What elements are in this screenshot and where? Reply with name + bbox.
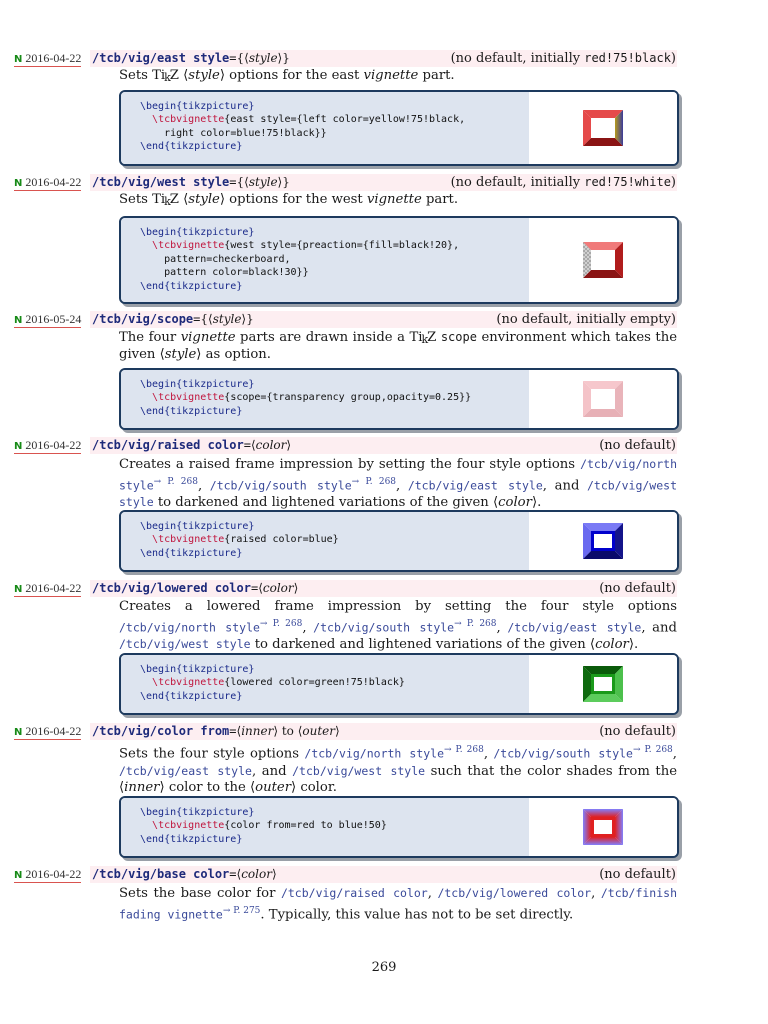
link-north-style[interactable]: /tcb/vig/north style	[304, 746, 445, 761]
link-south-style[interactable]: /tcb/vig/south style	[209, 477, 352, 492]
link-west-style[interactable]: /tcb/vig/west style	[119, 637, 251, 652]
new-badge: N 2016-04-22	[14, 175, 82, 189]
key-name: /tcb/vig/east style={⟨style⟩}	[92, 51, 290, 65]
example-box	[119, 90, 679, 166]
link-south-style[interactable]: /tcb/vig/south style	[313, 619, 455, 634]
key-name: /tcb/vig/base color=⟨color⟩	[92, 867, 277, 881]
code-listing: \begin{tikzpicture} \tcbvignette{east style={left color=yellow!75!black, right color=blue!75!black}} \end{tikzpicture}	[121, 92, 529, 164]
link-raised-color[interactable]: /tcb/vig/raised color	[280, 886, 428, 900]
vignette-lowered-preview	[583, 666, 623, 702]
link-finish-fading-vignette[interactable]: /tcb/finish fading vignette	[119, 886, 678, 921]
link-west-style[interactable]: /tcb/vig/west style	[119, 477, 677, 510]
code-listing: \begin{tikzpicture} \tcbvignette{raised color=blue} \end{tikzpicture}	[121, 512, 529, 570]
example-box	[119, 510, 679, 572]
vignette-scope-preview	[583, 381, 623, 417]
vignette-preview	[529, 655, 677, 713]
vignette-east-preview	[583, 110, 623, 146]
default-value: (no default)	[599, 724, 676, 739]
vignette-preview	[529, 370, 677, 428]
description: The four vignette parts are drawn inside a TikZ scope environment which takes the given ⟨style⟩ as option.	[119, 330, 677, 362]
vignette-preview	[529, 512, 677, 570]
new-badge: N 2016-04-22	[14, 867, 82, 881]
code-listing: \begin{tikzpicture} \tcbvignette{color from=red to blue!50} \end{tikzpicture}	[121, 798, 529, 856]
page-number: 269	[371, 960, 397, 975]
vignette-west-preview	[583, 242, 623, 278]
key-name: /tcb/vig/color from=⟨inner⟩ to ⟨outer⟩	[92, 724, 340, 738]
description: Sets TikZ ⟨style⟩ options for the east vignette part.	[119, 68, 455, 84]
link-east-style[interactable]: /tcb/vig/east style	[407, 477, 543, 492]
example-box	[119, 653, 679, 715]
code-listing: \begin{tikzpicture} \tcbvignette{lowered color=green!75!black} \end{tikzpicture}	[121, 655, 529, 713]
key-name: /tcb/vig/lowered color=⟨color⟩	[92, 581, 299, 595]
default-value: (no default)	[599, 438, 676, 453]
new-badge: N 2016-04-22	[14, 51, 82, 65]
new-badge: N 2016-04-22	[14, 581, 82, 595]
code-listing: \begin{tikzpicture} \tcbvignette{scope={transparency group,opacity=0.25}} \end{tikzpicture}	[121, 370, 529, 428]
key-name: /tcb/vig/west style={⟨style⟩}	[92, 175, 290, 189]
description: Creates a lowered frame impression by setting the four style options /tcb/vig/north style$^{\to P. 268}$, /tcb/vig/south style$^{\to P. 268}$, /tcb/vig/east style, and /tcb/vig/west style to darkened and lightened variations of the given ⟨color⟩.	[119, 599, 677, 653]
example-box	[119, 216, 679, 304]
link-lowered-color[interactable]: /tcb/vig/lowered color	[437, 886, 592, 900]
new-badge: N 2016-04-22	[14, 724, 82, 738]
link-north-style[interactable]: /tcb/vig/north style	[119, 457, 677, 492]
default-value: (no default, initially empty)	[496, 312, 676, 327]
key-name: /tcb/vig/raised color=⟨color⟩	[92, 438, 292, 452]
vignette-preview	[529, 798, 677, 856]
code-listing: \begin{tikzpicture} \tcbvignette{west style={preaction={fill=black!20}, pattern=checkerboard, pattern color=black!30}} \end{tikzpicture}	[121, 218, 529, 302]
link-east-style[interactable]: /tcb/vig/east style	[119, 763, 252, 778]
vignette-raised-preview	[583, 523, 623, 559]
link-south-style[interactable]: /tcb/vig/south style	[493, 746, 633, 761]
default-value: (no default)	[599, 581, 676, 596]
default-value: (no default, initially red!75!white)	[450, 175, 676, 190]
link-north-style[interactable]: /tcb/vig/north style	[119, 619, 260, 634]
link-east-style[interactable]: /tcb/vig/east style	[507, 619, 642, 634]
example-box	[119, 796, 679, 858]
vignette-color-from-preview	[583, 809, 623, 845]
default-value: (no default)	[599, 867, 676, 882]
new-badge: N 2016-05-24	[14, 312, 82, 326]
vignette-preview	[529, 92, 677, 164]
example-box	[119, 368, 679, 430]
link-west-style[interactable]: /tcb/vig/west style	[292, 763, 426, 778]
key-name: /tcb/vig/scope={⟨style⟩}	[92, 312, 254, 326]
description: Sets TikZ ⟨style⟩ options for the west vignette part.	[119, 192, 459, 208]
vignette-preview	[529, 218, 677, 302]
description: Creates a raised frame impression by setting the four style options /tcb/vig/north style$^{\to P. 268}$, /tcb/vig/south style$^{\to P. 268}$, /tcb/vig/east style, and /tcb/vig/west style to darkened and lightened variations of the given ⟨color⟩.	[119, 457, 677, 511]
description: Sets the base color for /tcb/vig/raised color, /tcb/vig/lowered color, /tcb/finish fading vignette$^{\to P. 275}$. Typically, this value has not to be set directly.	[119, 886, 678, 922]
new-badge: N 2016-04-22	[14, 438, 82, 452]
default-value: (no default, initially red!75!black)	[450, 51, 676, 66]
description: Sets the four style options /tcb/vig/north style$^{\to P. 268}$, /tcb/vig/south style$^{\to P. 268}$, /tcb/vig/east style, and /tcb/vig/west style such that the color shades from the ⟨inner⟩ color to the ⟨outer⟩ color.	[119, 745, 678, 796]
